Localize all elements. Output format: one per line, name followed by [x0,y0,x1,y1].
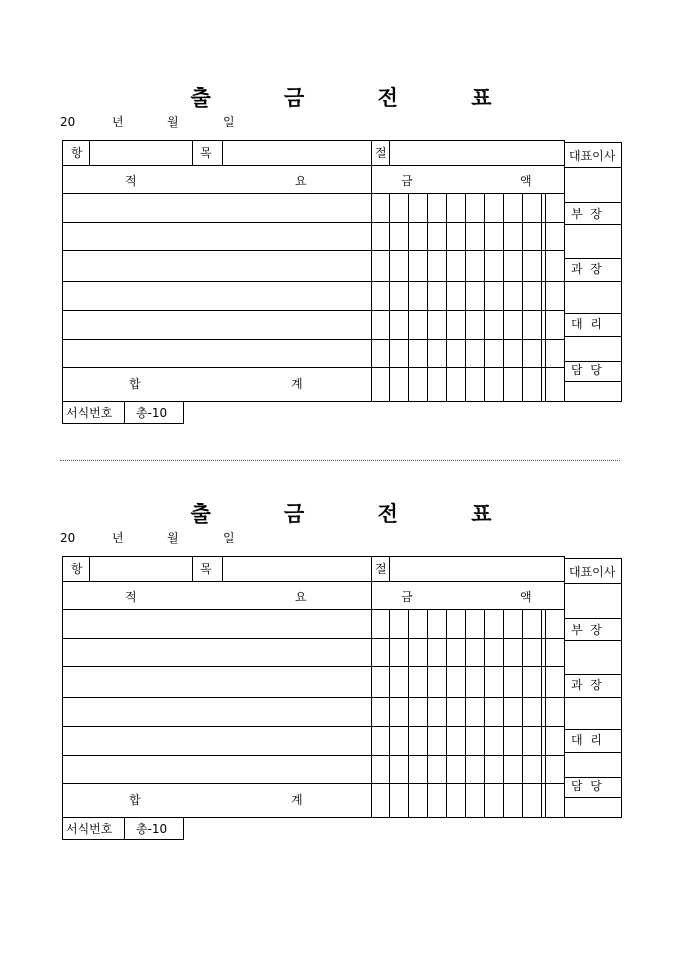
date-month-label: 월 [167,531,179,545]
grid-line [564,729,621,730]
grid-line [564,558,622,559]
grid-line [564,361,621,362]
grid-line [222,556,223,581]
grid-line [484,609,485,818]
approver-dept-head: 부 장 [571,623,602,637]
grid-line [564,281,621,282]
grid-line [408,193,409,402]
grid-line [124,818,125,840]
grid-line [62,367,564,368]
approval-label: 절 [375,562,387,576]
grid-line [62,556,564,557]
grid-line [621,558,622,818]
grid-line [564,224,621,225]
grid-line [564,697,621,698]
grid-line [89,556,90,581]
form-number-label: 서식번호 [66,406,113,420]
approver-deputy: 대 리 [571,317,602,331]
grid-line [621,142,622,402]
grid-line [62,310,564,311]
grid-line [62,165,564,166]
grid-line [545,193,546,402]
grid-line [503,609,504,818]
form-number-value: 총-10 [136,822,168,836]
grid-line [564,752,621,753]
grid-line [564,583,621,584]
grid-line [541,609,542,818]
grid-line [192,140,193,165]
grid-line [62,140,564,141]
grid-line [62,817,622,818]
grid-line [564,556,565,818]
amount-label-2: 액 [520,174,532,188]
grid-line [446,193,447,402]
grid-line [62,281,564,282]
grid-line [564,202,621,203]
grid-line [564,336,621,337]
grid-line [62,339,564,340]
form-number-label: 서식번호 [66,822,113,836]
date-year-prefix: 20 [60,115,76,129]
grid-line [564,640,621,641]
approver-deputy: 대 리 [571,733,602,747]
grid-line [541,193,542,402]
grid-line [564,777,621,778]
item-label: 목 [200,562,212,576]
approval-label: 절 [375,146,387,160]
grid-line [564,797,621,798]
grid-line [389,193,390,402]
grid-line [192,556,193,581]
grid-line [564,142,622,143]
grid-line [389,556,390,581]
grid-line [62,609,564,610]
grid-line [446,609,447,818]
grid-line [62,697,564,698]
date-year-prefix: 20 [60,531,76,545]
account-label: 항 [71,562,83,576]
grid-line [465,609,466,818]
grid-line [183,818,184,840]
item-label: 목 [200,146,212,160]
grid-line [62,666,564,667]
grid-line [62,839,183,840]
grid-line [564,258,621,259]
approver-section-chief: 과 장 [571,262,602,276]
grid-line [564,313,621,314]
total-label-2: 계 [291,377,303,391]
grid-line [484,193,485,402]
grid-line [427,193,428,402]
grid-line [62,726,564,727]
total-label-1: 합 [129,377,141,391]
grid-line [62,755,564,756]
date-year-label: 년 [112,531,124,545]
grid-line [62,140,63,402]
grid-line [371,556,372,818]
grid-line [522,193,523,402]
date-day-label: 일 [223,115,235,129]
total-label-2: 계 [291,793,303,807]
grid-line [465,193,466,402]
grid-line [564,167,621,168]
description-label-1: 적 [125,590,137,604]
grid-line [564,674,621,675]
grid-line [62,581,564,582]
approver-staff: 담 당 [571,779,602,793]
grid-line [62,638,564,639]
grid-line [389,609,390,818]
grid-line [564,381,621,382]
grid-line [62,193,564,194]
grid-line [564,618,621,619]
approver-staff: 담 당 [571,363,602,377]
grid-line [89,140,90,165]
grid-line [564,140,565,402]
date-year-label: 년 [112,115,124,129]
form-number-value: 총-10 [136,406,168,420]
grid-line [62,783,564,784]
grid-line [62,556,63,818]
grid-line [545,609,546,818]
grid-line [62,222,564,223]
total-label-1: 합 [129,793,141,807]
expense-voucher-form [0,0,680,420]
approver-ceo: 대표이사 [569,565,616,579]
form-title: 출 금 전 표 [190,501,525,526]
approver-section-chief: 과 장 [571,678,602,692]
approver-dept-head: 부 장 [571,207,602,221]
grid-line [408,609,409,818]
grid-line [62,250,564,251]
date-day-label: 일 [223,531,235,545]
date-month-label: 월 [167,115,179,129]
grid-line [389,140,390,165]
grid-line [427,609,428,818]
account-label: 항 [71,146,83,160]
approver-ceo: 대표이사 [569,149,616,163]
description-label-1: 적 [125,174,137,188]
amount-label-2: 액 [520,590,532,604]
grid-line [222,140,223,165]
amount-label-1: 금 [401,590,413,604]
grid-line [62,401,622,402]
description-label-2: 요 [295,590,307,604]
grid-line [371,140,372,402]
expense-voucher-form [0,416,680,836]
grid-line [62,818,63,840]
grid-line [503,193,504,402]
description-label-2: 요 [295,174,307,188]
amount-label-1: 금 [401,174,413,188]
form-title: 출 금 전 표 [190,85,525,110]
grid-line [522,609,523,818]
